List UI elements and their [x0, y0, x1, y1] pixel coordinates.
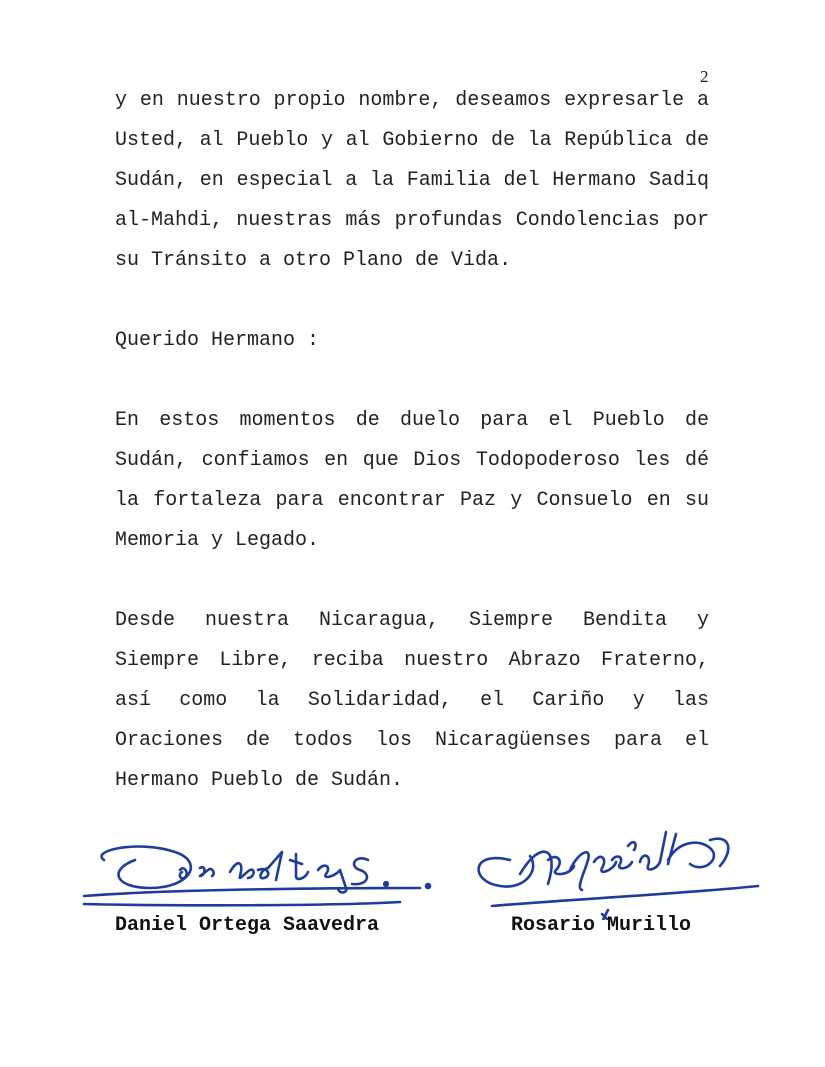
paragraph-condolences: y en nuestro propio nombre, deseamos expresarle a Usted, al Pueblo y al Gobierno de la República de Sudán, en especial a la Familia del Hermano Sadiq al-Mahdi, nuestras más profundas Condolencias por su Tránsito a otro Plano de Vida.: [115, 89, 709, 272]
signature-block: [0, 810, 825, 960]
page-number: 2: [700, 67, 709, 86]
paragraph-salutation: Querido Hermano :: [115, 329, 320, 352]
signer-name-daniel-ortega: Daniel Ortega Saavedra: [115, 914, 380, 937]
paragraph-mourning: En estos momentos de duelo para el Pueblo de Sudán, confiamos en que Dios Todopoderoso les dé la fortaleza para encontrar Paz y Consuelo en su Memoria y Legado.: [115, 409, 709, 552]
signature-daniel-ortega: [84, 847, 430, 906]
signatures-graphic: [0, 810, 825, 920]
letter-body: [115, 81, 709, 801]
signer-name-rosario-murillo: Rosario Murillo: [511, 914, 692, 937]
signature-rosario-murillo: [479, 832, 758, 920]
paragraph-embrace: Desde nuestra Nicaragua, Siempre Bendita y Siempre Libre, reciba nuestro Abrazo Fraterno, así como la Solidaridad, el Cariño y las Oraciones de todos los Nicaragüenses para el Hermano Pueblo de Sudán.: [115, 609, 709, 792]
